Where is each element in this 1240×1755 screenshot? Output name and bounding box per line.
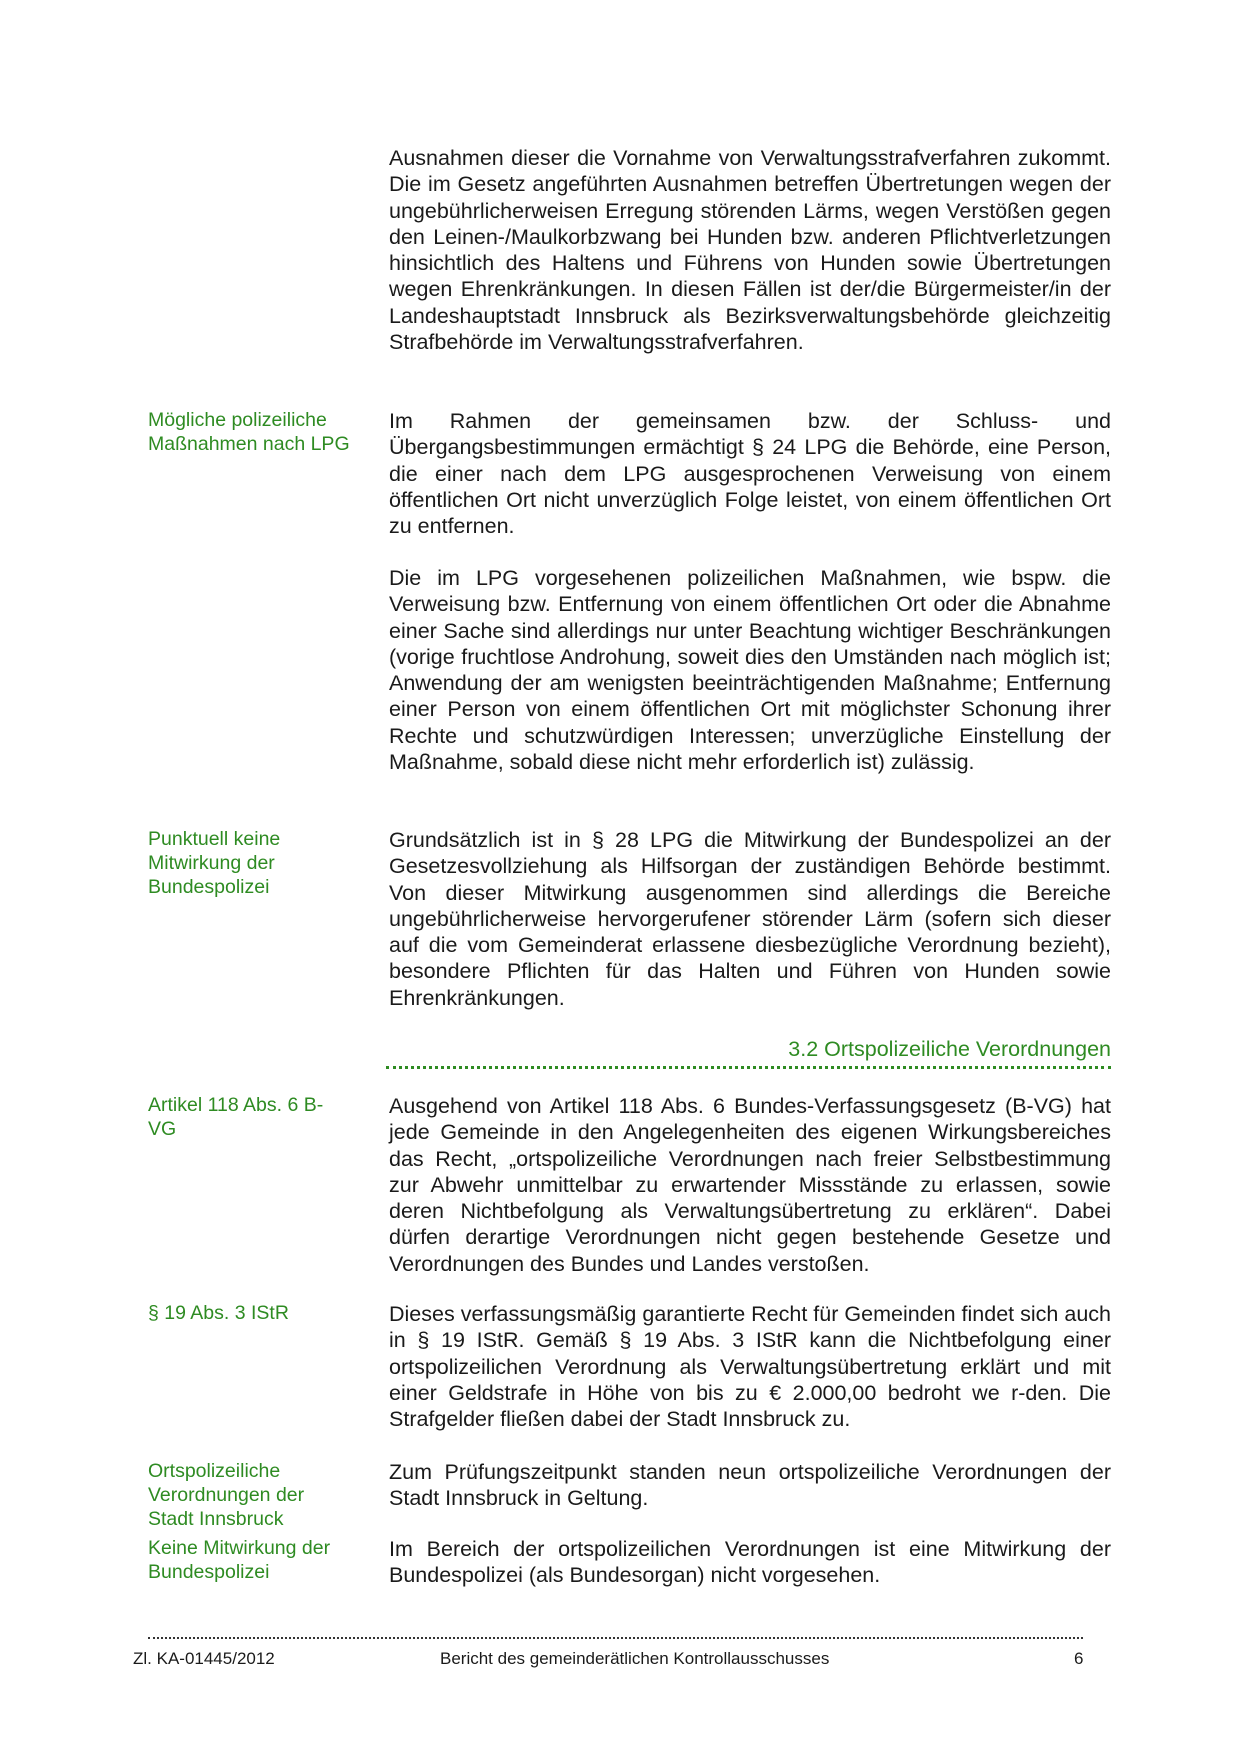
margin-note-keine-mitwirkung: Keine Mitwirkung der Bundespolizei [148,1537,331,1583]
margin-note-polizeiliche-massnahmen: Mögliche polizeiliche Maßnahmen nach LPG [148,409,350,455]
page-number: 6 [1074,1649,1084,1668]
paragraph-keine-mitwirkung: Im Bereich der ortspolizeilichen Verordnungen ist eine Mitwirkung der Bundespolizei (als Bundesorgan) nicht vorgesehen. [389,1537,1111,1588]
paragraph-mitwirkung-bundespolizei: Grundsätzlich ist in § 28 LPG die Mitwirkung der Bundespolizei an der Gesetzesvollziehung als Hilfsorgan der zuständigen Behörde bestimmt. Von dieser Mitwirkung ausgenommen sind allerdings die Bereiche ungebührlicherweise hervorgerufener störender Lärm (sofern sich dieser auf die vom Gemeinderat erlassene diesbezügliche Verordnung bezieht), besondere Pflichten für das Halten und Führen von Hunden sowie Ehrenkränkungen. [389,828,1111,1010]
section-heading: 3.2 Ortspolizeiliche Verordnungen [788,1037,1111,1061]
footer-reference: Zl. KA-01445/2012 [133,1649,275,1668]
paragraph-istr: Dieses verfassungsmäßig garantierte Recht für Gemeinden findet sich auch in § 19 IStR. Gemäß § 19 Abs. 3 IStR kann die Nichtbefolgung einer ortspolizeilichen Verordnung als Verwaltungsübertretung erklärt und mit einer Geldstrafe in Höhe von bis zu € 2.000,00 bedroht we r-den. Die Strafgelder fließen dabei der Stadt Innsbruck zu. [389,1302,1111,1432]
footer-divider [148,1637,1083,1639]
margin-note-ortspolizeiliche-verordnungen: Ortspolizeiliche Verordnungen der Stadt Innsbruck [148,1460,305,1530]
margin-note-paragraph-19: § 19 Abs. 3 IStR [148,1302,289,1324]
paragraph-massnahmen: Die im LPG vorgesehenen polizeilichen Maßnahmen, wie bspw. die Verweisung bzw. Entfernung von einem öffentlichen Ort oder die Abnahme einer Sache sind allerdings nur unter Beachtung wichtiger Beschränkungen (vorige fruchtlose Androhung, soweit dies den Umständen nach möglich ist; Anwendung der am wenigsten beeinträchtigenden Maßnahme; Entfernung einer Person von einem öffentlichen Ort mit möglichster Schonung ihrer Rechte und schutzwürdigen Interessen; unverzügliche Einstellung der Maßnahme, sobald diese nicht mehr erforderlich ist) zulässig. [389,566,1111,775]
margin-note-punktuell-keine-mitwirkung: Punktuell keine Mitwirkung der Bundespolizei [148,828,281,898]
paragraph-artikel-118: Ausgehend von Artikel 118 Abs. 6 Bundes-Verfassungsgesetz (B-VG) hat jede Gemeinde in den Angelegenheiten des eigenen Wirkungsbereiches das Recht, „ortspolizeiliche Verordnungen nach freier Selbstbestimmung zur Abwehr unmittelbar zu erwartender Missstände zu erlassen, sowie deren Nichtbefolgung als Verwaltungsübertretung zu erklären“. Dabei dürfen derartige Verordnungen nicht gegen bestehende Gesetze und Verordnungen des Bundes und Landes verstoßen. [389,1094,1111,1276]
paragraph-schlussbestimmungen: Im Rahmen der gemeinsamen bzw. der Schluss- und Übergangsbestimmungen ermächtigt § 24 LPG die Behörde, eine Person, die einer nach dem LPG ausgesprochenen Verweisung von einem öffentlichen Ort nicht unverzüglich Folge leistet, von einem öffentlichen Ort zu entfernen. [389,409,1111,539]
footer-report-title: Bericht des gemeinderätlichen Kontrollausschusses [440,1649,830,1668]
section-divider [386,1066,1111,1069]
paragraph-pruefungszeitpunkt: Zum Prüfungszeitpunkt standen neun ortspolizeiliche Verordnungen der Stadt Innsbruck in Geltung. [389,1460,1111,1511]
margin-note-artikel-118: Artikel 118 Abs. 6 B-VG [148,1094,324,1140]
paragraph-ausnahmen: Ausnahmen dieser die Vornahme von Verwaltungsstrafverfahren zukommt. Die im Gesetz angeführten Ausnahmen betreffen Übertretungen wegen der ungebührlicherweisen Erregung störenden Lärms, wegen Verstößen gegen den Leinen-/Maulkorbzwang bei Hunden bzw. anderen Pflichtverletzungen hinsichtlich des Haltens und Führens von Hunden sowie Übertretungen wegen Ehrenkränkungen. In diesen Fällen ist der/die Bürgermeister/in der Landeshauptstadt Innsbruck als Bezirksverwaltungsbehörde gleichzeitig Strafbehörde im Verwaltungsstrafverfahren. [389,146,1111,355]
